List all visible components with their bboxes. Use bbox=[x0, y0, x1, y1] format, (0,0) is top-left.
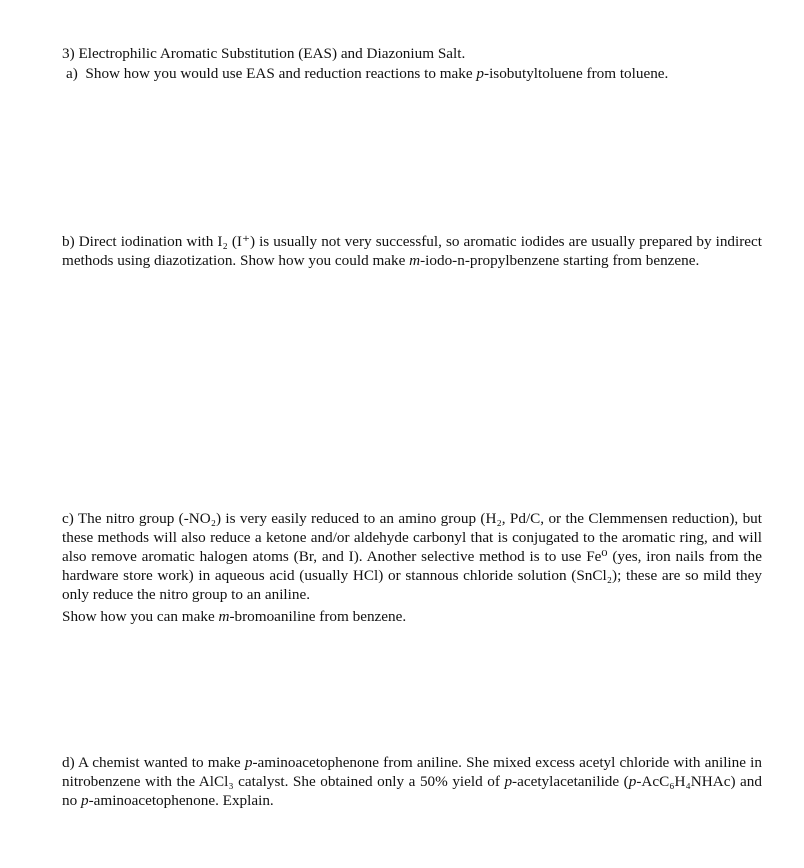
question-c-text-1: c) The nitro group (-NO₂) is very easily reduced to an amino group (H₂, Pd/C, or the Clemmensen reduction), but these methods will also reduce a ketone and/or aldehyde carbonyl that is conjugated to the aromatic ring, and will also remove aromatic halogen atoms (Br, and I). Another selective method is to use Fe⁰ (yes, iron nails from the hardware store work) in aqueous acid (usually HCl) or stannous chloride solution (SnCl₂); these are so mild they only reduce the nitro group to an aniline. bbox=[62, 510, 762, 603]
question-a-text-2: -isobutyltoluene from toluene. bbox=[484, 65, 669, 82]
question-d-text-5: -aminoacetophenone. Explain. bbox=[88, 792, 274, 809]
question-d-italic-1: p bbox=[244, 754, 253, 771]
question-d-text-3: -acetylacetanilide ( bbox=[512, 773, 629, 790]
question-d-text-1: d) A chemist wanted to make bbox=[62, 754, 245, 771]
question-a-label: a) bbox=[66, 65, 78, 82]
question-c-prompt bbox=[62, 607, 762, 626]
question-d bbox=[62, 753, 762, 810]
question-d-italic-4: p bbox=[80, 792, 89, 809]
question-d-text-4: -AcC₆H₄NHAc) and no bbox=[62, 773, 762, 809]
question-a-italic-1: p bbox=[476, 65, 485, 82]
question-d-text-2: -aminoacetophenone from aniline. She mixed excess acetyl chloride with aniline in nitrobenzene with the AlCl₃ catalyst. She obtained only a 50% yield of bbox=[62, 754, 762, 790]
question-c bbox=[62, 509, 762, 604]
question-a-text-1: Show how you would use EAS and reduction reactions to make bbox=[85, 65, 477, 82]
question-c-prompt-italic: m bbox=[218, 608, 230, 625]
question-c-prompt-2: -bromoaniline from benzene. bbox=[229, 608, 407, 625]
section-heading bbox=[62, 44, 782, 63]
question-a bbox=[66, 64, 786, 83]
question-b-text-2: -iodo-n-propylbenzene starting from benzene. bbox=[420, 252, 700, 269]
section-heading-text: 3) Electrophilic Aromatic Substitution (EAS) and Diazonium Salt. bbox=[62, 45, 466, 62]
question-c-prompt-1: Show how you can make bbox=[62, 608, 219, 625]
question-b bbox=[62, 232, 762, 270]
question-d-italic-3: p bbox=[628, 773, 637, 790]
question-d-italic-2: p bbox=[504, 773, 513, 790]
question-b-italic-1: m bbox=[409, 252, 421, 269]
question-b-text-1: b) Direct iodination with I₂ (I⁺) is usually not very successful, so aromatic iodides are usually prepared by indirect methods using diazotization. Show how you could make bbox=[62, 233, 762, 269]
